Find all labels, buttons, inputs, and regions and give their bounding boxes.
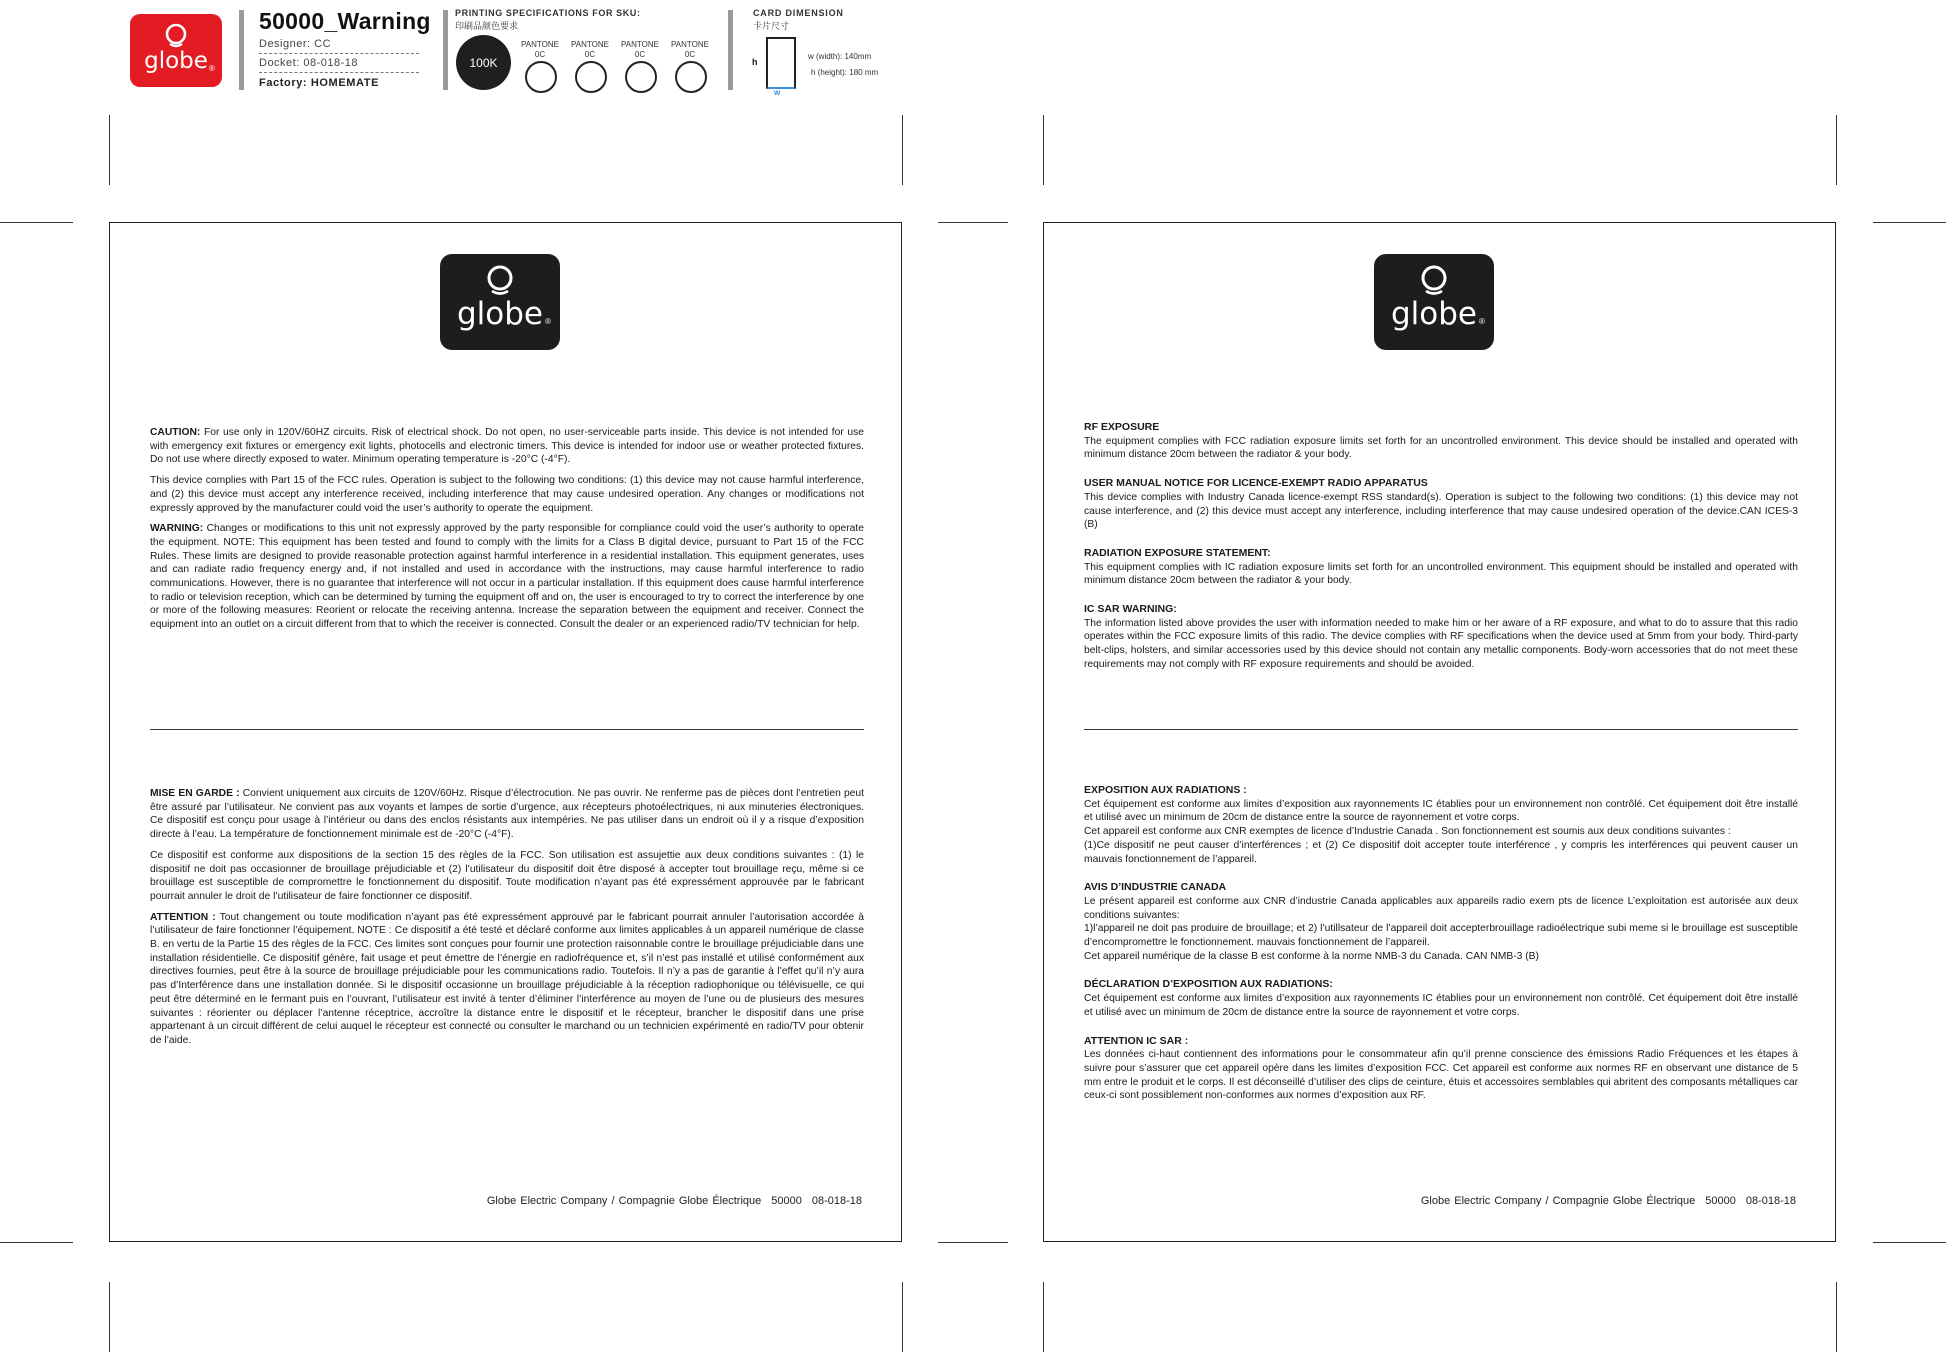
- section-title: RADIATION EXPOSURE STATEMENT:: [1084, 546, 1271, 559]
- attention-ic-sar-section: [1084, 1035, 1798, 1104]
- card-height-text: h (height): 180 mm: [811, 68, 879, 77]
- caution-paragraph: CAUTION: For use only in 120V/60HZ circuits. Risk of electrical shock. Do not open, no user-serviceable parts inside. This device is not intended for use with emergency exit fixtures or emergency exit lights, photocells and electronic timers. This device is intended for indoor use or weather protected fixtures. Do not use where directly exposed to water. Minimum operating temperature is -20°C (-4°F).: [150, 427, 864, 466]
- crop-mark: [902, 1282, 903, 1352]
- card-width-marker: w: [774, 88, 781, 97]
- crop-mark: [109, 115, 110, 185]
- section-body: Les données ci-haut contiennent des informations pour le consommateur afin qu’il prenne conscience des émissions Radio Fréquences et les étapes à suivre pour s’assurer que cet appareil opère dans les limites d’exposition FCC. Cet appareil est conforme aux normes RF en observant une distance de 5 mm entre le produit et le corps. Il est déconseillé d’utiliser des clips de ceinture, étuis et accessoires semblables qui abritent des composants métalliques car ceux-ci sont possiblement non-conformes aux normes d’exposition aux RF.: [1084, 1049, 1798, 1102]
- factory-label: Factory: HOMEMATE: [259, 77, 380, 89]
- meta-divider: [259, 53, 419, 54]
- pantone-label: PANTONE 0C: [571, 40, 609, 59]
- french-warning-text: [150, 787, 864, 1055]
- crop-mark: [1043, 115, 1044, 185]
- crop-mark: [938, 222, 1008, 223]
- warning-label: WARNING:: [150, 523, 204, 535]
- section-body: This equipment complies with IC radiation exposure limits set forth for an uncontrolled environment. This equipment should be installed and operated with minimum distance 20cm between the radiator & your body.: [1084, 561, 1798, 587]
- sku-title: 50000_Warning: [259, 8, 431, 34]
- pantone-swatch: [575, 61, 607, 93]
- card-footer: [1421, 1195, 1796, 1207]
- footer-company: Globe Electric Company / Compagnie Globe Électrique: [486, 1195, 762, 1207]
- header-divider: [443, 10, 448, 90]
- card-dimension-subtitle: 卡片尺寸: [753, 21, 790, 31]
- section-body: The information listed above provides the user with information needed to make him or her aware of a RF exposure, and what to do to assure that this radio operates within the FCC exposure limits of this radio. The device complies with RF specifications when the device used at 5mm from your body. Third-party belt-clips, holsters, and similar accessories used by this device should not contain any metallic components. Body-worn accessories that do not meet these requirements may not comply with RF exposure requirements and should be avoided.: [1084, 617, 1798, 670]
- licence-exempt-section: [1084, 477, 1798, 532]
- pantone-label: PANTONE 0C: [621, 40, 659, 59]
- pantone-label: PANTONE 0C: [521, 40, 559, 59]
- header-divider: [728, 10, 733, 90]
- caution-label: CAUTION:: [150, 427, 201, 438]
- attention-paragraph: ATTENTION : Tout changement ou toute modification n’ayant pas été expressément approuvé par le fabricant pourrait annuler l’autorisation accordée à l’utilisateur de faire fonctionner l’équipement. NOTE : Ce dispositif a été testé et déclaré conforme aux limites applicables à un appareil numérique de classe B. en vertu de la Partie 15 des règles de la FCC. Ces limites sont conçues pour fournir une protection raisonnable contre le brouillage préjudiciable dans une installation résidentielle. Ce dispositif génère, fait usage et peut émettre de l’énergie en radiofréquence et, s’il n’est pas installé et utilisé conformément aux directives fournies, peut être à la source de brouillage préjudiciable pour les communications radio. Toutefois. Il n’y a pas de garantie à l’effet qu’il n’y aura pas d’Interférence dans une installation donnée. Si le dispositif occasionne un brouillage préjudiciable à la réception radiophonique ou télévisuelle, ce qui peut être déterminé en le fermant puis en l’ouvrant, l’utilisateur est invité à tenter d’éliminer l’interférence au moyen de l’une ou de plusieurs des mesures suivantes : réorienter ou déplacer l’antenne réceptrice, accroître la distance entre le dispositif et le récepteur, brancher le dispositif dans une prise appartenant à un circuit différent de celui auquel le récepteur est connecté ou consulter le marchand ou un technicien expérimenté en radio/TV pour obtenir de l’aide.: [150, 911, 864, 1046]
- fcc-fr-paragraph: Ce dispositif est conforme aux dispositions de la section 15 des règles de la FCC. Son utilisation est assujettie aux deux conditions suivantes : (1) le dispositif ne doit pas occasionner de brouillage préjudiciable et (2) l’utilisateur du dispositif doit être disposé à accepter tout brouillage reçu, même si ce brouillage est susceptible de compromettre le fonctionnement du dispositif. Toute modification n’ayant pas été expressément approuvée par le fabricant pourrait annuler le droit de l’utilisateur de faire fonctionner ce dispositif.: [150, 849, 864, 902]
- pantone-swatch: [525, 61, 557, 93]
- section-title: DÉCLARATION D’EXPOSITION AUX RADIATIONS:: [1084, 978, 1333, 991]
- section-body: Le présent appareil est conforme aux CNR d’industrie Canada applicables aux appareils radio exem pts de licence L’exploitation est autorisée aux deux conditions suivantes:: [1084, 895, 1798, 921]
- registered-mark: ®: [1479, 317, 1485, 326]
- warning-paragraph: WARNING: Changes or modifications to this unit not expressly approved by the party responsible for compliance could void the user’s authority to operate the equipment. NOTE: This equipment has been tested and found to comply with the limits for a Class B digital device, pursuant to Part 15 of the FCC Rules. These limits are designed to provide reasonable protection against harmful interference in a residential installation. This equipment generates, uses and can radiate radio frequency energy and, if not installed and used in accordance with the instructions, may cause harmful interference to radio communications. However, there is no guarantee that interference will not occur in a particular installation. If this equipment does cause harmful interference to radio or television reception, which can be determined by turning the equipment off and on, the user is encouraged to try to correct the interference by one or more of the following measures: Reorient or relocate the receiving antenna. Increase the separation between the equipment and receiver. Connect the equipment into an outlet on a circuit different from that to which the receiver is connected. Consult the dealer or an experienced radio/TV technician for help.: [150, 523, 864, 631]
- ic-sar-section: [1084, 603, 1798, 672]
- crop-mark: [1836, 1282, 1837, 1352]
- footer-company: Globe Electric Company / Compagnie Globe Électrique: [1420, 1195, 1696, 1207]
- pantone-label: PANTONE 0C: [671, 40, 709, 59]
- brand-wordmark: globe: [456, 296, 543, 332]
- globe-logo: [1374, 254, 1494, 350]
- designer-label: Designer: CC: [259, 38, 332, 50]
- radiation-exposure-section: [1084, 547, 1798, 588]
- crop-mark: [0, 1242, 73, 1243]
- crop-mark: [1873, 1242, 1946, 1243]
- english-warning-text: [150, 426, 864, 639]
- card-width-text: w (width): 140mm: [808, 52, 872, 61]
- warning-card-right: [1043, 222, 1836, 1242]
- declaration-section: [1084, 978, 1798, 1019]
- section-title: EXPOSITION AUX RADIATIONS :: [1084, 784, 1247, 796]
- brand-wordmark: globe: [1390, 296, 1477, 332]
- mise-en-garde-label: MISE EN GARDE :: [150, 788, 240, 799]
- pantone-swatch: [625, 61, 657, 93]
- section-body: Cet équipement est conforme aux limites d’exposition aux rayonnements IC établies pour un environnement non contrôlé. Cet équipement doit être installé et utilisé avec un minimum de 20cm de distance entre la source de rayonnement et votre corps.: [1084, 993, 1798, 1018]
- crop-mark: [1836, 115, 1837, 185]
- mise-en-garde-paragraph: MISE EN GARDE : Convient uniquement aux circuits de 120V/60Hz. Risque d’électrocution. Ne pas ouvrir. Ne renferme pas de pièces dont l’entretien peut être assuré par l’utilisateur. Ne convient pas aux voyants et lampes de sortie d’urgence, aux récepteurs photoélectriques, ni aux minuteries électroniques. Ce dispositif est conçu pour usage à l’intérieur ou dans des enclos résistants aux intempéries. Ne pas utiliser dans un endroit où il y a risque d’exposition directe à l’eau. La température de fonctionnement minimale est de -20°C (-4°F).: [150, 788, 864, 841]
- warning-card-left: [109, 222, 902, 1242]
- crop-mark: [902, 115, 903, 185]
- french-rf-text: [1084, 784, 1798, 1118]
- crop-mark: [1873, 222, 1946, 223]
- exposition-section: [1084, 784, 1798, 866]
- meta-divider: [259, 72, 419, 73]
- section-title: USER MANUAL NOTICE FOR LICENCE-EXEMPT RADIO APPARATUS: [1084, 477, 1428, 490]
- printing-spec-subtitle: 印刷品颜色要求: [455, 21, 519, 31]
- card-dimension-diagram: [766, 37, 796, 89]
- pantone-swatch: [675, 61, 707, 93]
- crop-mark: [1043, 1282, 1044, 1352]
- registered-mark: ®: [545, 317, 551, 326]
- footer-docket: 08-018-18: [1745, 1195, 1796, 1207]
- section-body: This device complies with Industry Canada licence-exempt RSS standard(s). Operation is subject to the following two conditions: (1) this device may not cause interference, and (2) this device must accept any interference, including interference that may cause undesired operation of the device.CAN ICES-3 (B): [1084, 491, 1798, 531]
- header-divider: [239, 10, 244, 90]
- attention-label: ATTENTION :: [150, 911, 216, 923]
- printing-spec-title: PRINTING SPECIFICATIONS FOR SKU:: [455, 8, 641, 18]
- card-height-marker: h: [752, 57, 758, 67]
- card-footer: [487, 1195, 862, 1207]
- section-body: Cet équipement est conforme aux limites d’exposition aux rayonnements IC établies pour un environnement non contrôlé. Cet équipement doit être installé et utilisé avec un minimum de 20cm de distance entre la source de rayonnement et votre corps.: [1084, 798, 1798, 824]
- crop-mark: [0, 222, 73, 223]
- globe-logo-red: [130, 14, 222, 87]
- section-divider: [1084, 729, 1798, 730]
- crop-mark: [109, 1282, 110, 1352]
- section-body: Cet appareil numérique de la classe B est conforme à la norme NMB-3 du Canada. CAN NMB-3 (B): [1084, 950, 1539, 962]
- footer-docket: 08-018-18: [811, 1195, 862, 1207]
- registered-mark: ®: [209, 64, 215, 73]
- fcc-paragraph: This device complies with Part 15 of the FCC rules. Operation is subject to the following two conditions: (1) this device may not cause harmful interference, and (2) this device must accept any interference received, including interference that may cause undesired operation. Any changes or modifications not expressly approved by the manufacturer could void the user’s authority to operate the equipment.: [150, 475, 864, 514]
- section-body: (1)Ce dispositif ne peut causer d’interférences ; et (2) Ce dispositif doit accepter toute interférence , y compris les interférences qui peuvent causer un mauvais fonctionnement de l’appareil.: [1084, 839, 1798, 865]
- section-title: IC SAR WARNING:: [1084, 603, 1177, 616]
- section-divider: [150, 729, 864, 730]
- brand-wordmark: globe: [144, 48, 208, 74]
- process-color-label: 100K: [469, 55, 498, 70]
- card-dimension-title: CARD DIMENSION: [753, 8, 844, 18]
- process-black-swatch: [456, 35, 511, 90]
- english-rf-text: [1084, 421, 1798, 687]
- docket-label: Docket: 08-018-18: [259, 57, 358, 69]
- section-title: RF EXPOSURE: [1084, 421, 1160, 433]
- section-body: Cet appareil est conforme aux CNR exemptes de licence d’Industrie Canada . Son fonctionnement est soumis aux deux conditions suivantes :: [1084, 826, 1731, 838]
- avis-industrie-section: [1084, 881, 1798, 963]
- section-body: The equipment complies with FCC radiation exposure limits set forth for an uncontrolled environment. This device should be installed and operated with minimum distance 20cm between the radiator & your body.: [1084, 435, 1798, 461]
- rf-exposure-section: [1084, 421, 1798, 462]
- footer-sku: 50000: [771, 1195, 802, 1207]
- section-title: ATTENTION IC SAR :: [1084, 1034, 1189, 1047]
- globe-logo: [440, 254, 560, 350]
- crop-mark: [938, 1242, 1008, 1243]
- section-body: 1)l’appareil ne doit pas produire de brouillage; et 2) l’utillsateur de l’appareil doit accepterbrouillage radioélectrique subi meme si le brouillage est susceptible d’encompromettre le fonctionnement. mauvais fonctionnement de l’appareil.: [1084, 923, 1798, 949]
- section-title: AVIS D’INDUSTRIE CANADA: [1084, 881, 1227, 894]
- footer-sku: 50000: [1705, 1195, 1736, 1207]
